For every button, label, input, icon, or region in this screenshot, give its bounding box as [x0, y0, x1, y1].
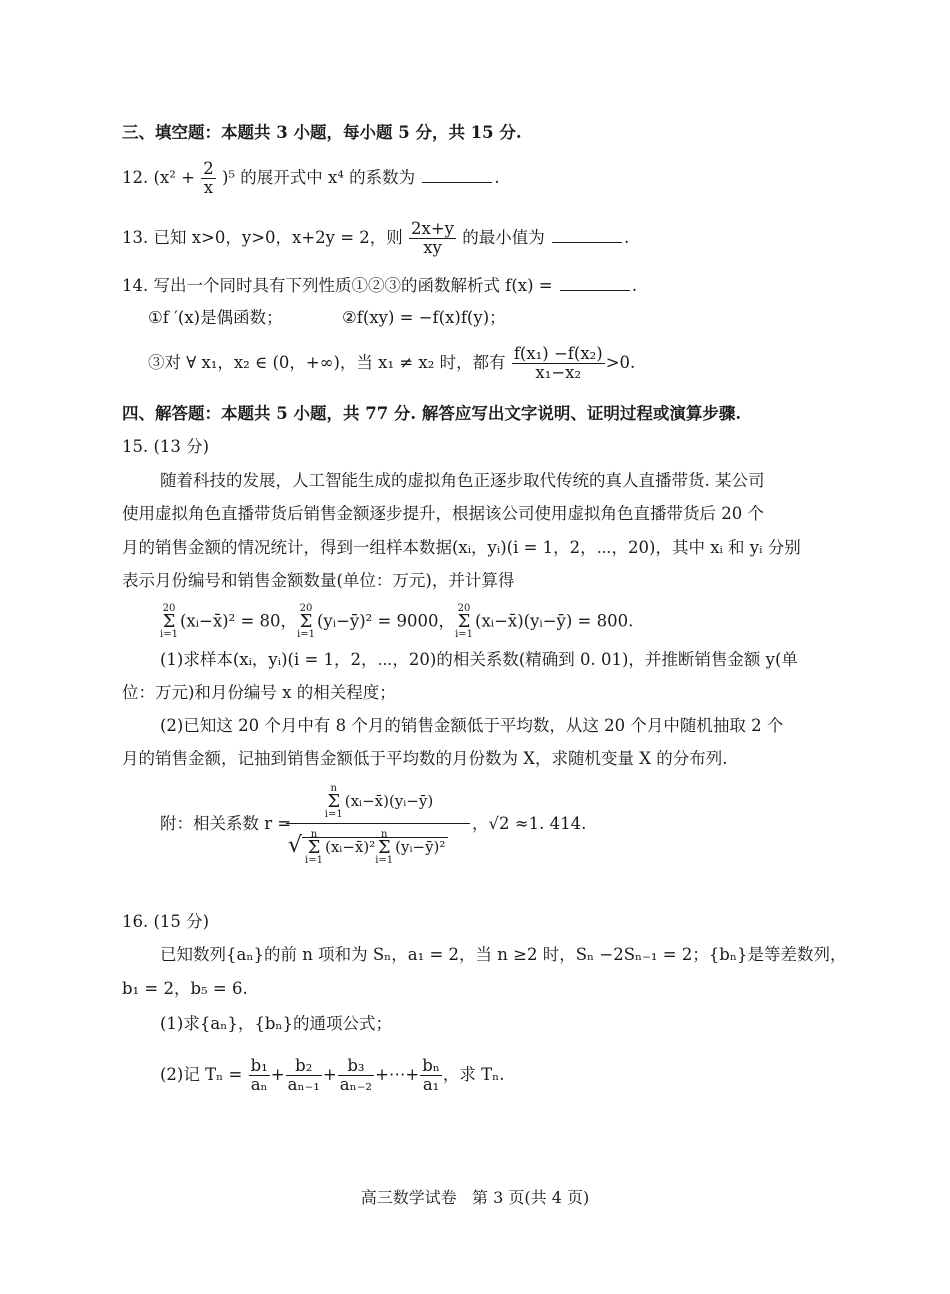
part-1: (1)求{aₙ}，{bₙ}的通项公式； [160, 1014, 393, 1033]
page-footer: 高三数学试卷 第 3 页(共 4 页) [360, 1188, 590, 1207]
fraction: $\frac{2x+y}{xy}$ [411, 219, 454, 257]
question-15-text: 月的销售金额的情况统计，得到一组样本数据(xᵢ，yᵢ)(i = 1，2，⋯，20)，其中 xᵢ 和 yᵢ 分别 [122, 538, 801, 557]
question-number: 13. [122, 228, 149, 247]
sigma-sum: 20 Σ i=1 [455, 603, 474, 640]
question-text: )⁵ 的展开式中 x⁴ 的系数为 [221, 168, 416, 187]
sigma-sum: 20 Σ i=1 [160, 603, 178, 640]
answer-blank[interactable] [552, 227, 622, 243]
question-text: 已知 x>0，y>0，x+2y = 2，则 [153, 228, 403, 247]
formula-numerator: n Σ i=1(xᵢ−x̄)(yᵢ−ȳ) [324, 783, 434, 820]
question-16-header: 16. (15 分) [122, 912, 210, 931]
question-15-text: 表示月份编号和销售金额数量(单位：万元)，并计算得 [122, 571, 515, 590]
summation-line: 20 Σ i=1(xᵢ−x̄)² = 80，20 Σ i=1(yᵢ−ȳ)² = 9000，20 Σ i=1(xᵢ−x̄)(yᵢ−ȳ) = 800. [160, 603, 634, 640]
fraction: $\frac{2}{x}$ [203, 159, 214, 197]
question-15-text: 使用虚拟角色直播带货后销售金额逐步提升，根据该公司使用虚拟角色直播带货后 20 个 [122, 504, 764, 523]
sigma-sum: 20 Σ i=1 [297, 603, 315, 640]
section-3-heading: 三、填空题：本题共 3 小题，每小题 5 分，共 15 分. [122, 123, 522, 142]
question-12: 12. (x² + $\frac{2}{x}$ )⁵ 的展开式中 x⁴ 的系数为 . [122, 159, 500, 197]
question-14: 14. 写出一个同时具有下列性质①②③的函数解析式 f(x) = . [122, 276, 638, 295]
answer-blank[interactable] [560, 275, 630, 291]
part-2: 月的销售金额，记抽到销售金额低于平均数的月份数为 X，求随机变量 X 的分布列. [122, 749, 728, 768]
appendix-note: ，√2 ≈1. 414. [472, 814, 587, 833]
fraction-bar [286, 823, 470, 824]
property-3: ③对 ∀ x₁，x₂ ∈ (0，+∞)，当 x₁ ≠ x₂ 时，都有 $\frac{\text{f(x₁) −f(x₂)}}{\text{x₁−x₂}}$ >0. [148, 344, 636, 382]
part-1: (1)求样本(xᵢ，yᵢ)(i = 1，2，⋯，20)的相关系数(精确到 0. 01)，并推断销售金额 y(单 [160, 650, 798, 669]
answer-blank[interactable] [422, 167, 492, 183]
question-number: 12. [122, 168, 149, 187]
part-2: (2)记 Tₙ = $\frac{\text{b₁}}{\text{aₙ}}$ + $\frac{\text{b₂}}{\text{aₙ₋₁}}$ + $\frac{\text{b₃}}{\text{aₙ₋₂}}$ +⋯+ $\frac{\text{bₙ}}{\text{a₁}}$ ，求 Tₙ. [160, 1056, 505, 1094]
formula-denominator: √ n Σ i=1(xᵢ−x̄)²n Σ i=1(yᵢ−ȳ)² [288, 830, 448, 866]
question-16-text: 已知数列{aₙ}的前 n 项和为 Sₙ，a₁ = 2，当 n ≥2 时，Sₙ −2Sₙ₋₁ = 2；{bₙ}是等差数列， [160, 945, 847, 964]
fraction: $\frac{\text{f(x₁) −f(x₂)}}{\text{x₁−x₂}}$ [513, 344, 603, 382]
question-15-text: 随着科技的发展，人工智能生成的虚拟角色正逐步取代传统的真人直播带货. 某公司 [160, 471, 765, 490]
part-1: 位：万元)和月份编号 x 的相关程度； [122, 683, 396, 702]
section-4-heading: 四、解答题：本题共 5 小题，共 77 分. 解答应写出文字说明、证明过程或演算步骤. [122, 404, 742, 423]
question-13: 13. 已知 x>0，y>0，x+2y = 2，则 $\frac{2x+y}{xy}$ 的最小值为 . [122, 219, 630, 257]
question-16-text: b₁ = 2，b₅ = 6. [122, 979, 248, 998]
question-15-header: 15. (13 分) [122, 437, 210, 456]
question-text: 的最小值为 [462, 228, 545, 247]
property-1: ①f ′(x)是偶函数； [148, 308, 283, 327]
appendix-label: 附：相关系数 r = [160, 814, 292, 833]
expression: (x² + [153, 168, 195, 187]
part-2: (2)已知这 20 个月中有 8 个月的销售金额低于平均数，从这 20 个月中随机抽取 2 个 [160, 716, 784, 735]
property-2: ②f(xy) = −f(x)f(y)； [342, 308, 506, 327]
question-text: 14. 写出一个同时具有下列性质①②③的函数解析式 f(x) = [122, 276, 553, 295]
